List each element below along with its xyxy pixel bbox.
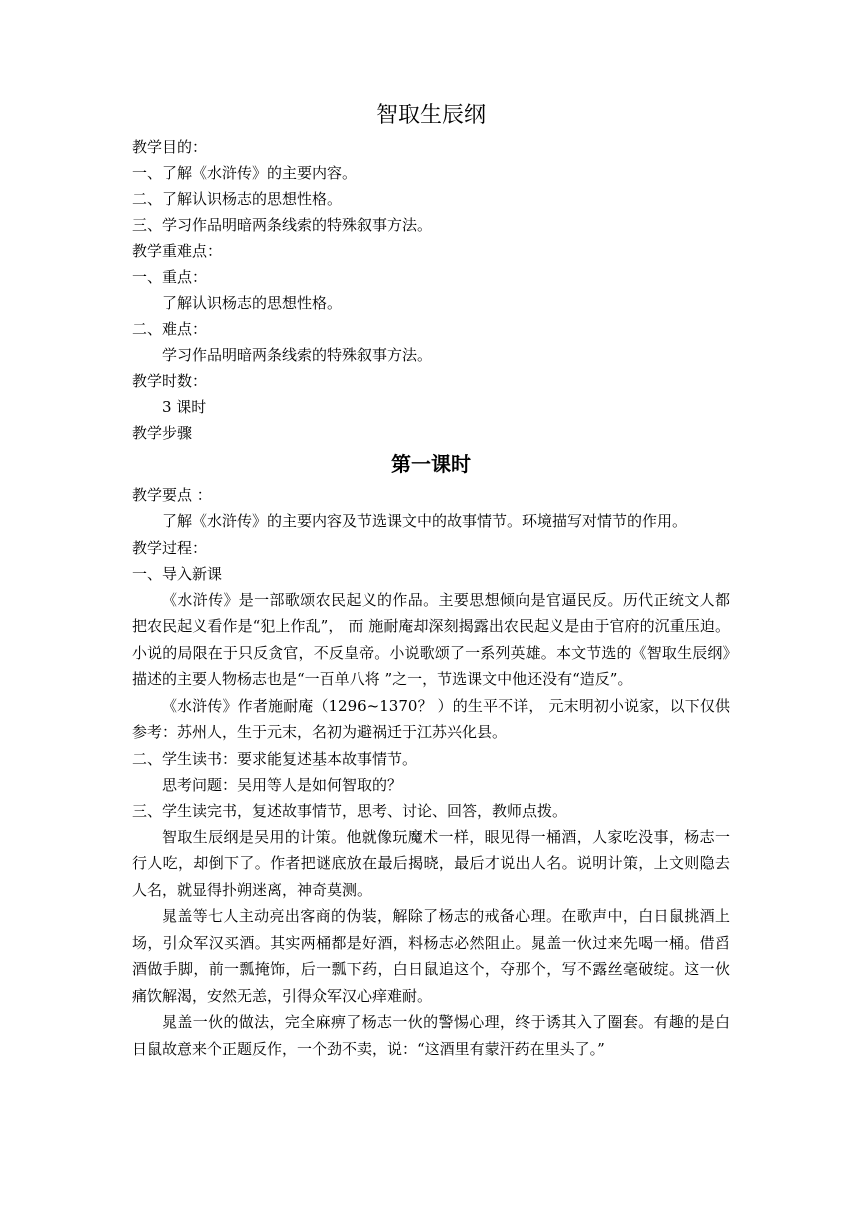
paragraph: 晁盖一伙的做法，完全麻痹了杨志一伙的警惕心理，终于诱其入了圈套。有趣的是白日鼠故意来个正题反作，一个劲不卖，说：“这酒里有蒙汗药在里头了。” xyxy=(132,1013,730,1058)
key-point-label: 一、重点： xyxy=(132,268,208,286)
goal-item: 二、了解认识杨志的思想性格。 xyxy=(132,190,343,208)
after-heading: 三、学生读完书，复述故事情节，思考、讨论、回答，教师点拨。 xyxy=(132,801,568,820)
paragraph: 《水浒传》是一部歌颂农民起义的作品。主要思想倾向是官逼民反。历代正统文人都把农民起义看作是“犯上作乱”， 而 施耐庵却深刻揭露出农民起义是由于官府的沉重压迫。小说的局限在于只反贪官，不反皇帝。小说歌颂了一系列英雄。本文节选的《智取生辰纲》描述的主要人物杨志也是“一百单八将 ”之一，节选课文中他还没有“造反”。 xyxy=(132,590,730,688)
document-page xyxy=(132,98,730,1062)
read-heading: 二、学生读书：要求能复述基本故事情节。 xyxy=(132,749,418,768)
hours-heading: 教学时数： xyxy=(132,372,208,390)
difficulty-label: 二、难点： xyxy=(132,320,208,338)
paragraph: 晁盖等七人主动亮出客商的伪装，解除了杨志的戒备心理。在歌声中，白日鼠挑酒上场，引众军汉买酒。其实两桶都是好酒，料杨志必然阻止。晁盖一伙过来先喝一桶。借舀酒做手脚，前一瓢掩饰，后一瓢下药，白日鼠追这个，夺那个，写不露丝毫破绽。这一伙痛饮解渴，安然无恙，引得众军汉心痒难耐。 xyxy=(132,907,730,1005)
steps-heading: 教学步骤 xyxy=(132,424,193,442)
key-heading: 教学重难点： xyxy=(132,242,223,260)
key-point-text: 了解认识杨志的思想性格。 xyxy=(162,294,343,312)
goal-item: 三、学习作品明暗两条线索的特殊叙事方法。 xyxy=(132,216,433,234)
paragraph: 《水浒传》作者施耐庵（1296~1370？ ）的生平不详， 元末明初小说家，以下仅供参考：苏州人，生于元末，名初为避祸迁于江苏兴化县。 xyxy=(132,696,730,741)
points-text: 了解《水浒传》的主要内容及节选课文中的故事情节。环境描写对情节的作用。 xyxy=(162,512,688,530)
lesson-heading: 第一课时 xyxy=(391,452,471,476)
hours-value: 3 课时 xyxy=(162,398,207,416)
intro-heading: 一、导入新课 xyxy=(132,564,223,583)
process-heading: 教学过程： xyxy=(132,538,208,557)
goal-item: 一、了解《水浒传》的主要内容。 xyxy=(132,164,358,182)
document-title: 智取生辰纲 xyxy=(375,103,486,128)
points-heading: 教学要点 ： xyxy=(132,486,212,504)
paragraph: 智取生辰纲是吴用的计策。他就像玩魔术一样，眼见得一桶酒，人家吃没事，杨志一行人吃，却倒下了。作者把谜底放在最后揭晓，最后才说出人名。说明计策，上文则隐去人名，就显得扑朔迷离，神奇莫测。 xyxy=(132,827,730,899)
question-text: 思考问题：吴用等人是如何智取的？ xyxy=(162,775,403,794)
goals-heading: 教学目的： xyxy=(132,138,208,156)
difficulty-text: 学习作品明暗两条线索的特殊叙事方法。 xyxy=(162,346,433,364)
